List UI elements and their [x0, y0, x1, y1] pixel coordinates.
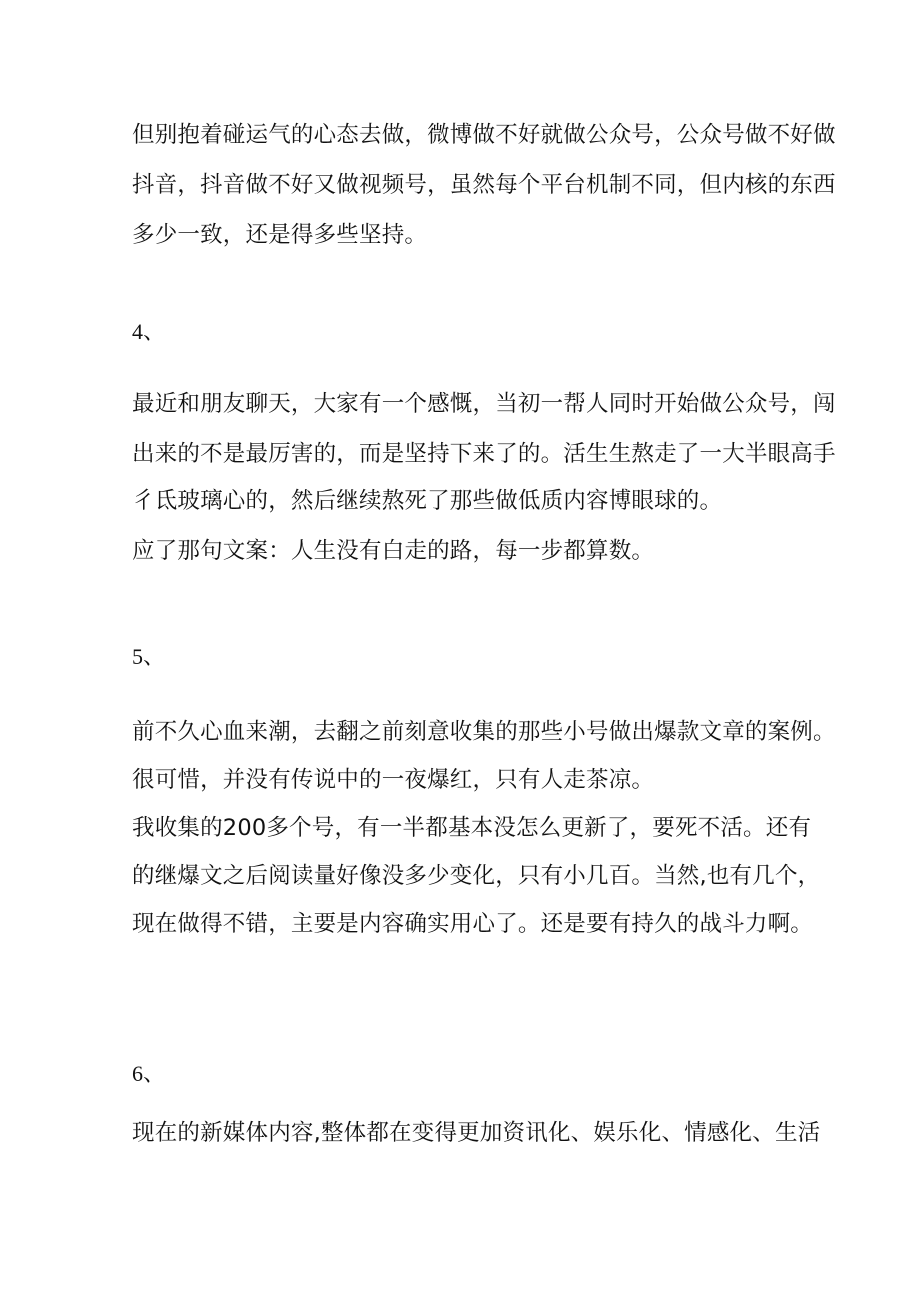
- paragraph-line: 很可惜，并没有传说中的一夜爆红，只有人走茶凉。: [132, 767, 655, 793]
- paragraph-line: 出来的不是最厉害的，而是坚持下来了的。活生生熬走了一大半眼高手: [132, 441, 836, 467]
- paragraph-line: 现在做得不错，主要是内容确实用心了。还是要有持久的战斗力啊。: [132, 911, 814, 937]
- section-number: 4、: [132, 319, 166, 344]
- section-number: 6、: [132, 1061, 166, 1086]
- paragraph-line: 我收集的200多个号，有一半都基本没怎么更新了，要死不活。还有: [132, 815, 812, 841]
- paragraph-line: 最近和朋友聊天，大家有一个感慨，当初一帮人同时开始做公众号，闯: [132, 391, 836, 417]
- section-number: 5、: [132, 644, 166, 669]
- paragraph-line: 应了那句文案：人生没有白走的路，每一步都算数。: [132, 538, 655, 564]
- paragraph-line: 抖音，抖音做不好又做视频号，虽然每个平台机制不同，但内核的东西: [132, 172, 836, 198]
- paragraph-line: 彳氐玻璃心的，然后继续熬死了那些做低质内容博眼球的。: [132, 488, 723, 514]
- paragraph-line: 前不久心血来潮，去翻之前刻意收集的那些小号做出爆款文章的案例。: [132, 719, 836, 745]
- paragraph-line: 多少一致，还是得多些坚持。: [132, 222, 428, 248]
- paragraph-line: 但别抱着碰运气的心态去做，微博做不好就做公众号，公众号做不好做: [132, 122, 836, 148]
- paragraph-line: 的继爆文之后阅读量好像没多少变化，只有小几百。当然,也有几个，: [132, 863, 821, 889]
- paragraph-line: 现在的新媒体内容,整体都在变得更加资讯化、娱乐化、情感化、生活: [132, 1120, 821, 1146]
